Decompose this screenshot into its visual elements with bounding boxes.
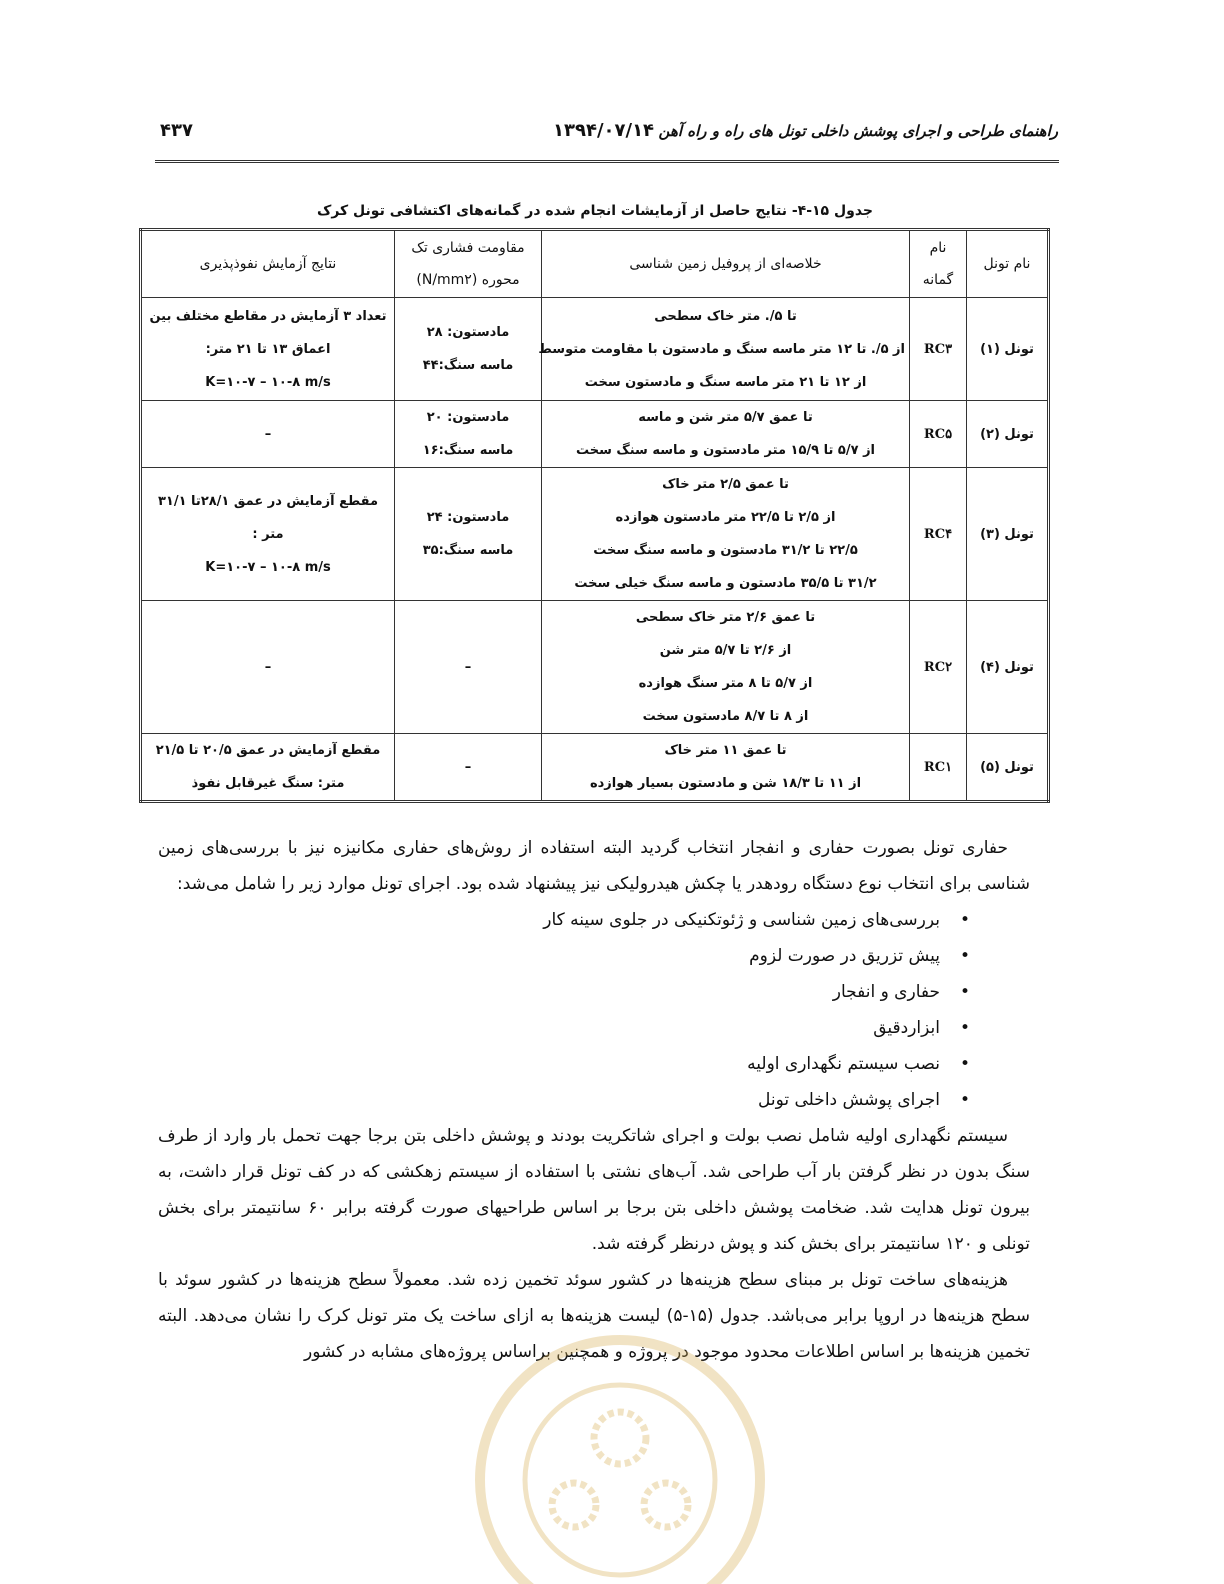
paragraph-costs: هزینه‌های ساخت تونل بر مبنای سطح هزینه‌ها در کشور سوئد تخمین زده شد. معمولاً سطح هزینه‌ها در کشور سوئد با سطح هزینه‌ها در اروپا برابر می‌باشد. جدول (۱۵-۵) لیست هزینه‌ها به ازای ساخت یک متر تونل کرک را نشان می‌دهد. البته تخمین هزینه‌ها بر اساس اطلاعات محدود موجود در پروژه و همچنین براساس پروژه‌های مشابه در کشور [158, 1270, 1030, 1362]
header-borehole-name: نام گمانه [910, 230, 967, 298]
header-date: ۱۳۹۴/۰۷/۱۴ [553, 120, 655, 141]
table-row [141, 601, 1049, 734]
cell-tunnel-name: تونل (۳) [967, 468, 1049, 601]
bullet-icon: • [959, 1054, 970, 1074]
cell-ucs: – [395, 734, 542, 802]
table-row [141, 401, 1049, 468]
cell-borehole-code: RC۱ [910, 734, 967, 802]
list-item [158, 902, 970, 938]
cell-ucs: مادستون: ۲۴ ماسه سنگ:۳۵ [395, 468, 542, 601]
list-item [158, 974, 970, 1010]
cell-borehole-code: RC۵ [910, 401, 967, 468]
cell-ucs: – [395, 601, 542, 734]
cell-permeability: – [141, 401, 395, 468]
cell-borehole-code: RC۳ [910, 298, 967, 401]
cell-tunnel-name: تونل (۱) [967, 298, 1049, 401]
list-item-text: حفاری و انفجار [832, 982, 940, 1002]
table-header-row [141, 230, 1049, 298]
cell-permeability: تعداد ۳ آزمایش در مقاطع مختلف بین اعماق ۱۳ تا ۲۱ متر: K=۱۰-۷ – ۱۰-۸ m/s [141, 298, 395, 401]
page-number: ۴۳۷ [160, 120, 193, 141]
table-caption: جدول ۱۵-۴- نتایج حاصل از آزمایشات انجام شده در گمانه‌های اکتشافی تونل کرک [316, 203, 873, 219]
cell-geology-profile: تا عمق ۵/۷ متر شن و ماسه از ۵/۷ تا ۱۵/۹ متر مادستون و ماسه سنگ سخت [542, 401, 910, 468]
borehole-results-table [139, 228, 1050, 803]
cell-borehole-code: RC۲ [910, 601, 967, 734]
table-row [141, 734, 1049, 802]
bullet-icon: • [959, 946, 970, 966]
cell-geology-profile: تا عمق ۲/۵ متر خاک از ۲/۵ تا ۲۲/۵ متر مادستون هوازده ۲۲/۵ تا ۳۱/۲ مادستون و ماسه سنگ سخت ۳۱/۲ تا ۳۵/۵ مادستون و ماسه سنگ خیلی سخت [542, 468, 910, 601]
header-tunnel-name: نام تونل [967, 230, 1049, 298]
cell-permeability: مقطع آزمایش در عمق ۲۸/۱تا ۳۱/۱ متر : K=۱۰-۷ – ۱۰-۸ m/s [141, 468, 395, 601]
cell-geology-profile: تا عمق ۱۱ متر خاک از ۱۱ تا ۱۸/۳ شن و مادستون بسیار هوازده [542, 734, 910, 802]
bullet-icon: • [959, 1018, 970, 1038]
list-item [158, 1082, 970, 1118]
table-row [141, 298, 1049, 401]
list-item-text: ابزاردقیق [873, 1018, 940, 1038]
page-header [158, 122, 1058, 158]
table-body [141, 298, 1049, 802]
cell-ucs: مادستون: ۲۸ ماسه سنگ:۴۴ [395, 298, 542, 401]
construction-steps-list [158, 902, 1030, 1118]
cell-geology-profile: تا ۵/. متر خاک سطحی از ۵/. تا ۱۲ متر ماسه سنگ و مادستون با مقاومت متوسط از ۱۲ تا ۲۱ متر ماسه سنگ و مادستون سخت [542, 298, 910, 401]
cell-ucs: مادستون: ۲۰ ماسه سنگ:۱۶ [395, 401, 542, 468]
header-geology-profile: خلاصه‌ای از پروفیل زمین شناسی [542, 230, 910, 298]
watermark-seal [470, 1320, 770, 1584]
cell-tunnel-name: تونل (۴) [967, 601, 1049, 734]
body-text [158, 830, 1030, 1370]
header-title: راهنمای طراحی و اجرای پوشش داخلی تونل های راه و راه آهن [658, 122, 1058, 140]
header-divider [155, 160, 1059, 163]
bullet-icon: • [959, 982, 970, 1002]
list-item-text: اجرای پوشش داخلی تونل [757, 1090, 940, 1110]
table-row [141, 468, 1049, 601]
paragraph-excavation: حفاری تونل بصورت حفاری و انفجار انتخاب گردید البته استفاده از روش‌های حفاری مکانیزه نیز با بررسی‌های زمین شناسی برای انتخاب نوع دستگاه رودهدر یا چکش هیدرولیکی نیز پیشنهاد شده بود. اجرای تونل موارد زیر را شامل می‌شد: [158, 838, 1030, 894]
cell-tunnel-name: تونل (۵) [967, 734, 1049, 802]
list-item [158, 938, 970, 974]
bullet-icon: • [959, 1090, 970, 1110]
list-item [158, 1046, 970, 1082]
header-ucs: مقاومت فشاری تک محوره (N/mm۲) [395, 230, 542, 298]
cell-permeability: مقطع آزمایش در عمق ۲۰/۵ تا ۲۱/۵ متر: سنگ غیرقابل نفوذ [141, 734, 395, 802]
cell-permeability: – [141, 601, 395, 734]
list-item-text: پیش تزریق در صورت لزوم [749, 946, 940, 966]
cell-borehole-code: RC۴ [910, 468, 967, 601]
cell-geology-profile: تا عمق ۲/۶ متر خاک سطحی از ۲/۶ تا ۵/۷ متر شن از ۵/۷ تا ۸ متر سنگ هوازده از ۸ تا ۸/۷ مادستون سخت [542, 601, 910, 734]
cell-tunnel-name: تونل (۲) [967, 401, 1049, 468]
bullet-icon: • [959, 910, 970, 930]
list-item-text: بررسی‌های زمین شناسی و ژئوتکنیکی در جلوی سینه کار [543, 910, 940, 930]
list-item [158, 1010, 970, 1046]
list-item-text: نصب سیستم نگهداری اولیه [747, 1054, 940, 1074]
header-permeability: نتایج آزمایش نفوذپذیری [141, 230, 395, 298]
paragraph-support-system: سیستم نگهداری اولیه شامل نصب بولت و اجرای شاتکریت بودند و پوشش داخلی بتن برجا جهت تحمل بار وارد از طرف سنگ بدون در نظر گرفتن بار آب طراحی شد. آب‌های نشتی با استفاده از سیستم زهکشی که در کف تونل قرار داشت، به بیرون تونل هدایت شد. ضخامت پوشش داخلی بتن برجا بر اساس طراحیهای صورت گرفته برابر ۶۰ سانتیمتر برای بخش تونلی و ۱۲۰ سانتیمتر برای بخش کند و پوش درنظر گرفته شد. [158, 1126, 1030, 1254]
